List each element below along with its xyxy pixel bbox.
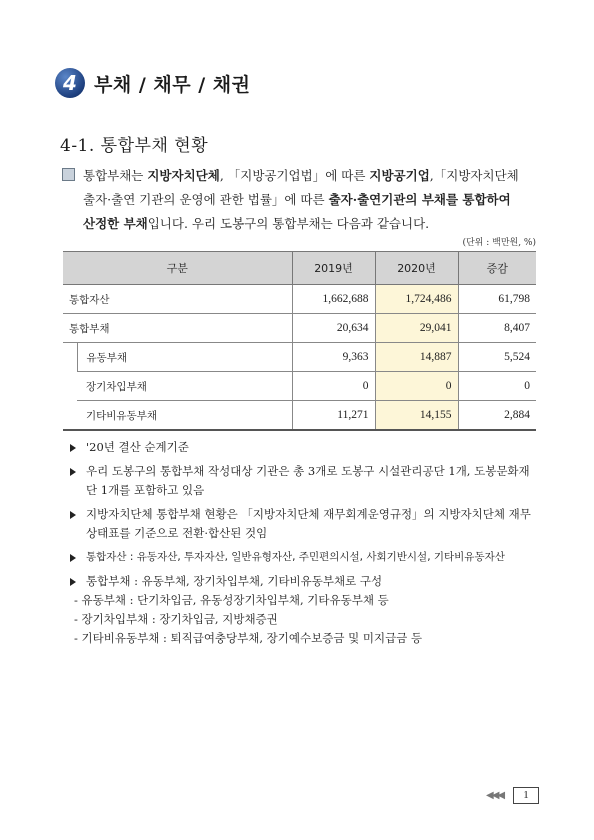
- triangle-bullet-icon: [70, 511, 76, 519]
- table-row: 통합자산 1,662,688 1,724,486 61,798: [63, 285, 536, 314]
- debt-table: [63, 251, 536, 431]
- list-item: 통합자산 : 유동자산, 투자자산, 일반유형자산, 주민편의시설, 사회기반시설, 기타비유동자산: [70, 548, 540, 567]
- square-bullet-icon: [62, 168, 75, 181]
- table-row: 통합부채 20,634 29,041 8,407: [63, 314, 536, 343]
- page-number: 1: [513, 787, 539, 804]
- header-2020: 2020년: [375, 252, 458, 285]
- triangle-bullet-icon: [70, 444, 76, 452]
- chapter-number-badge: 4: [55, 68, 85, 98]
- header-2019: 2019년: [292, 252, 375, 285]
- list-item: 통합부채 : 유동부채, 장기차입부채, 기타비유동부채로 구성: [70, 572, 540, 591]
- chapter-title: 부채 / 채무 / 채권: [94, 74, 251, 96]
- header-category: 구분: [63, 252, 292, 285]
- table-row: 유동부채 9,363 14,887 5,524: [63, 343, 536, 372]
- list-item: 지방자치단체 통합부채 현황은 「지방자치단체 재무회계운영규정」의 지방자치단체 재무상태표를 기준으로 전환·합산된 것임: [70, 505, 540, 543]
- notes-list: [70, 438, 540, 648]
- section-title: 4-1. 통합부채 현황: [60, 136, 209, 156]
- sub-list-item: - 장기차입부채 : 장기차입금, 지방채증권: [74, 612, 278, 626]
- triangle-bullet-icon: [70, 468, 76, 476]
- intro-paragraph: 통합부채는 지방자치단체, 「지방공기업법」에 따른 지방공기업,「지방자치단체 출자·출연 기관의 운영에 관한 법률」에 따른 출자·출연기관의 부채를 통합하여 산정한 부채입니다. 우리 도봉구의 통합부채는 다음과 같습니다.: [62, 164, 542, 236]
- list-item: 우리 도봉구의 통합부채 작성대상 기관은 총 3개로 도봉구 시설관리공단 1개, 도봉문화재단 1개를 포함하고 있음: [70, 462, 540, 500]
- list-item: '20년 결산 순계기준: [70, 438, 540, 457]
- triangle-bullet-icon: [70, 554, 76, 562]
- sub-list-item: - 유동부채 : 단기차입금, 유동성장기차입부채, 기타유동부채 등: [74, 593, 389, 607]
- sub-list-item: - 기타비유동부채 : 퇴직급여충당부채, 장기예수보증금 및 미지급금 등: [74, 631, 423, 645]
- header-change: 증감: [458, 252, 536, 285]
- table-header-row: [63, 252, 536, 285]
- unit-label: (단위 : 백만원, %): [462, 238, 536, 248]
- triangle-bullet-icon: [70, 578, 76, 586]
- footer-arrows-icon: ◀◀◀: [486, 790, 504, 801]
- table-row: 기타비유동부채 11,271 14,155 2,884: [63, 401, 536, 431]
- table-row: 장기차입부채 0 0 0: [63, 372, 536, 401]
